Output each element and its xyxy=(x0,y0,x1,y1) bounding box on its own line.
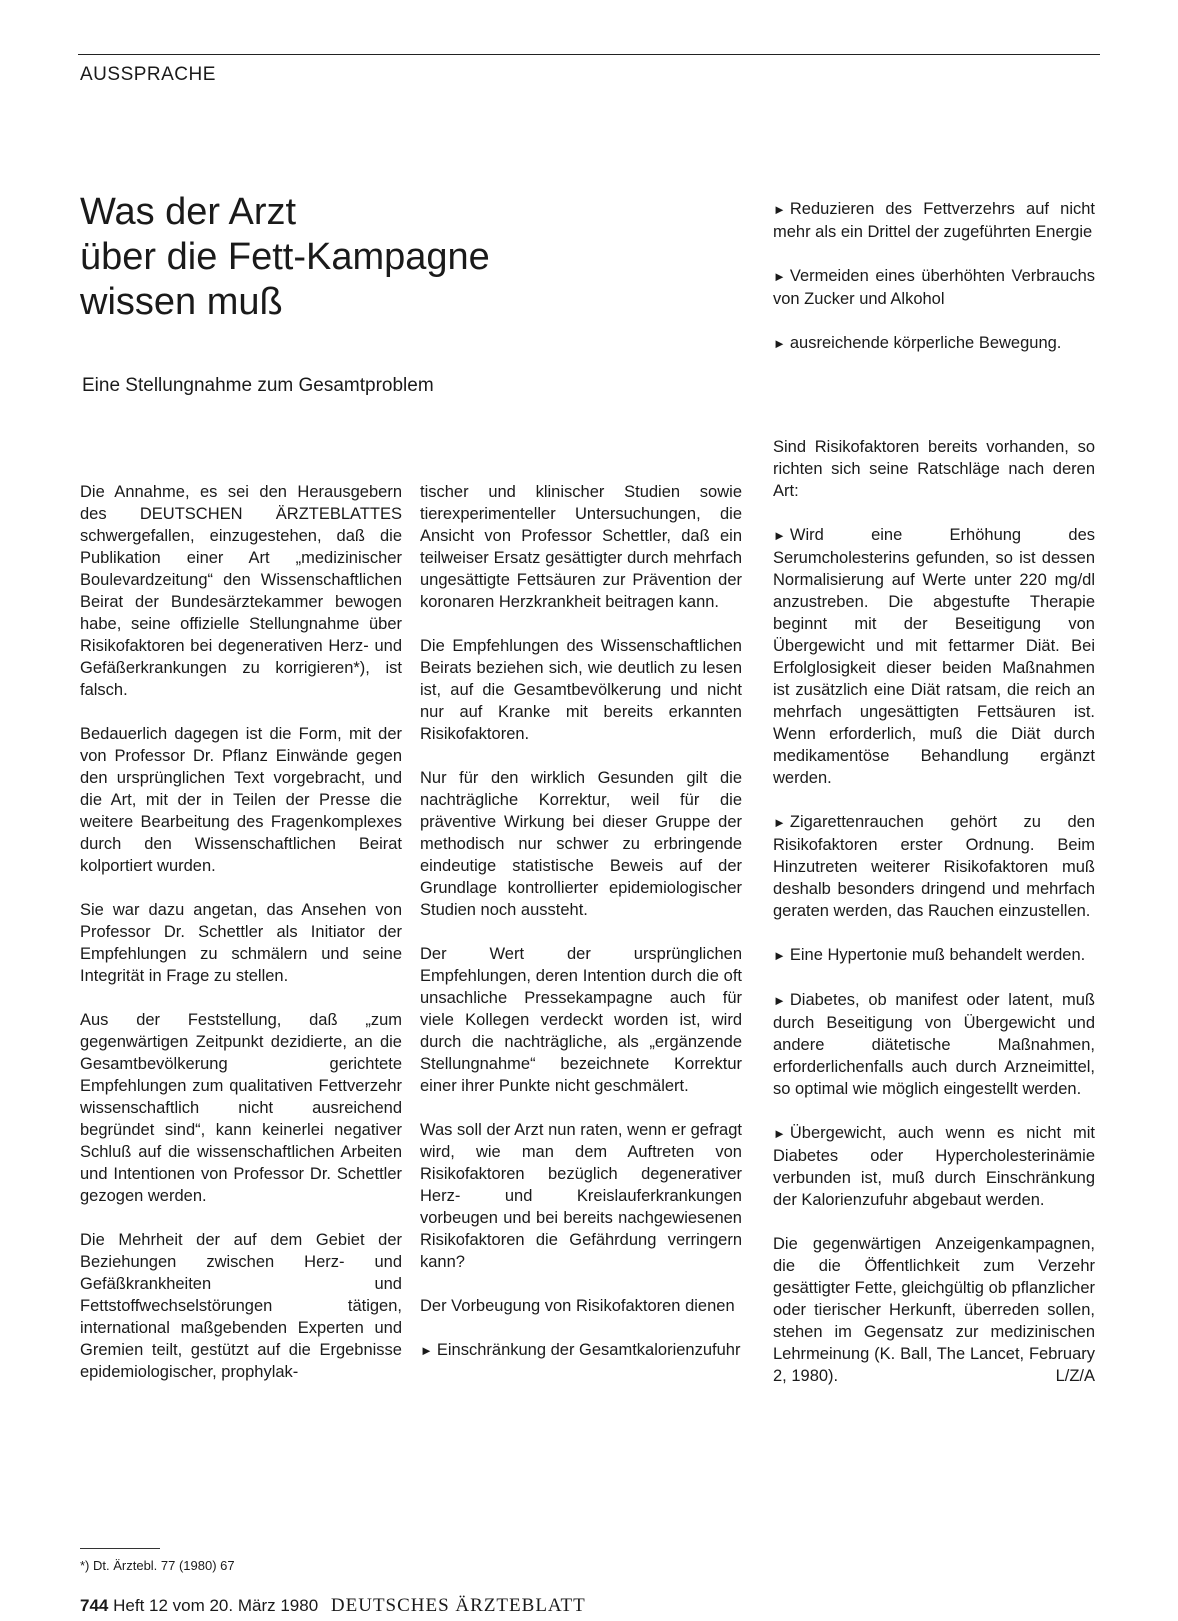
bullet-item: ► Eine Hypertonie muß behandelt werden. xyxy=(773,946,1086,964)
paragraph: Aus der Feststellung, daß „zum gegenwärtigen Zeitpunkt dezidierte, an die Gesamtbevölkerung gerichtete Empfehlungen zum qualitativen Fettverzehr wissenschaftlich nicht ausreichend begründet sind“, kann keinerlei negativer Schluß auf die wissenschaftlichen Arbeiten und Intentionen von Professor Dr. Schettler gezogen werden. xyxy=(80,1011,402,1205)
bullet-item: ► ausreichende körperliche Bewegung. xyxy=(773,334,1062,352)
text-column-1 xyxy=(80,481,402,1405)
bullet-item: ► Wird eine Erhöhung des Serumcholesterins gefunden, so ist dessen Normalisierung auf Werte unter 220 mg/dl anzustreben. Die abgestufte Therapie beginnt mit der Beseitigung von Übergewicht und mit fettarmer Diät. Bei Erfolglosigkeit dieser beiden Maßnahmen ist zusätzlich eine Diät ratsam, die reich an mehrfach ungesättigten Fettsäuren ist. Wenn erforderlich, muß die Diät durch medikamentöse Behandlung ergänzt werden. xyxy=(773,526,1095,787)
arrow-icon: ► xyxy=(773,336,786,351)
bullet-item: ► Einschränkung der Gesamtkalorienzufuhr xyxy=(420,1341,741,1359)
page-number: 744 xyxy=(80,1596,109,1615)
article-title xyxy=(80,190,490,325)
title-line: Was der Arzt xyxy=(80,191,297,233)
issue-info: Heft 12 vom 20. März 1980 xyxy=(113,1596,319,1615)
bullet-item: ► Reduzieren des Fettverzehrs auf nicht mehr als ein Drittel der zugeführten Energie xyxy=(773,200,1095,241)
paragraph: Der Vorbeugung von Risikofaktoren dienen xyxy=(420,1297,735,1315)
paragraph: Sie war dazu angetan, das Ansehen von Professor Dr. Schettler als Initiator der Empfehlungen zu schmälern und seine Integrität in Frage zu stellen. xyxy=(80,901,402,985)
paragraph: tischer und klinischer Studien sowie tierexperimenteller Untersuchungen, die Ansicht von Professor Schettler, daß ein teilweiser Ersatz gesättigter durch mehrfach ungesättigte Fettsäuren zur Prävention der koronaren Herzkrankheit beitragen kann. xyxy=(420,483,742,611)
arrow-icon: ► xyxy=(773,528,786,543)
paragraph: Bedauerlich dagegen ist die Form, mit der von Professor Dr. Pflanz Einwände gegen den ursprünglichen Text vorgebracht, und die Art, mit der in Teilen der Presse die weitere Bearbeitung des Fragenkomplexes durch den Wissenschaftlichen Beirat kolportiert wurden. xyxy=(80,725,402,875)
text-column-2 xyxy=(420,481,742,1384)
arrow-icon: ► xyxy=(773,202,786,217)
paragraph: Die Mehrheit der auf dem Gebiet der Beziehungen zwischen Herz- und Gefäßkrankheiten und Fettstoffwechselstörungen tätigen, international maßgebenden Experten und Gremien teilt, gestützt auf die Ergebnisse epidemiologischer, prophylak- xyxy=(80,1231,402,1381)
title-line: wissen muß xyxy=(80,281,283,323)
paragraph: Die gegenwärtigen Anzeigenkampagnen, die die Öffentlichkeit zum Verzehr gesättigter Fette, gleichgültig ob pflanzlicher oder tierischer Herkunft, überreden sollen, stehen im Gegensatz zur medizinischen Lehrmeinung (K. Ball, The Lancet, February 2, 1980). L/Z/A xyxy=(773,1235,1095,1385)
text-column-3 xyxy=(773,436,1095,1409)
section-label: AUSSPRACHE xyxy=(80,64,216,85)
paragraph: Was soll der Arzt nun raten, wenn er gefragt wird, wie man dem Auftreten von Risikofaktoren bezüglich degenerativer Herz- und Kreislauferkrankungen vorbeugen und bei bereits nachgewiesenen Risikofaktoren die Gefährdung verringern kann? xyxy=(420,1121,742,1271)
footnote: *) Dt. Ärztebl. 77 (1980) 67 xyxy=(80,1558,235,1573)
arrow-icon: ► xyxy=(420,1343,433,1358)
paragraph: Sind Risikofaktoren bereits vorhanden, so richten sich seine Ratschläge nach deren Art: xyxy=(773,438,1095,500)
paragraph: Nur für den wirklich Gesunden gilt die nachträgliche Korrektur, weil für die präventive Wirkung bei dieser Gruppe der methodisch nur schwer zu erbringende eindeutige statistische Beweis auf der Grundlage kontrollierter epidemiologischer Studien noch aussteht. xyxy=(420,769,742,919)
article-subtitle: Eine Stellungnahme zum Gesamtproblem xyxy=(82,375,434,396)
recommendation-list xyxy=(773,198,1095,377)
bullet-item: ► Diabetes, ob manifest oder latent, muß durch Beseitigung von Übergewicht und andere diätetische Maßnahmen, erforderlichenfalls auch durch Arzneimittel, so optimal wie möglich eingestellt werden. xyxy=(773,991,1095,1098)
journal-name: DEUTSCHES ÄRZTEBLATT xyxy=(330,1595,586,1616)
author-signature: L/Z/A xyxy=(1055,1367,1095,1385)
paragraph: Die Annahme, es sei den Herausgebern des DEUTSCHEN ÄRZTEBLATTES schwergefallen, einzugestehen, daß die Publikation einer Art „medizinischer Boulevardzeitung“ den Wissenschaftlichen Beirat der Bundesärztekammer bewogen habe, seine offizielle Stellungnahme über Risikofaktoren bei degenerativen Herz- und Gefäßerkrankungen zu korrigieren*), ist falsch. xyxy=(80,483,402,699)
arrow-icon: ► xyxy=(773,269,786,284)
arrow-icon: ► xyxy=(773,948,786,963)
bullet-item: ► Zigarettenrauchen gehört zu den Risikofaktoren erster Ordnung. Beim Hinzutreten weiterer Risikofaktoren muß deshalb besonders dringend und mehrfach geraten werden, das Rauchen einzustellen. xyxy=(773,813,1095,920)
title-line: über die Fett-Kampagne xyxy=(80,236,490,278)
paragraph: Der Wert der ursprünglichen Empfehlungen, deren Intention durch die oft unsachliche Pressekampagne auch für viele Kollegen verdeckt worden ist, wird durch die nachträgliche, als „ergänzende Stellungnahme“ bezeichnete Korrektur einer ihrer Punkte nicht geschmälert. xyxy=(420,945,742,1095)
arrow-icon: ► xyxy=(773,993,786,1008)
bullet-item: ► Vermeiden eines überhöhten Verbrauchs von Zucker und Alkohol xyxy=(773,267,1095,308)
paragraph: Die Empfehlungen des Wissenschaftlichen Beirats beziehen sich, wie deutlich zu lesen ist, auf die Gesamtbevölkerung und nicht nur auf Kranke mit bereits erkannten Risikofaktoren. xyxy=(420,637,742,743)
arrow-icon: ► xyxy=(773,815,786,830)
bullet-item: ► Übergewicht, auch wenn es nicht mit Diabetes oder Hypercholesterinämie verbunden ist, muß durch Einschränkung der Kalorienzufuhr abgebaut werden. xyxy=(773,1124,1095,1209)
page-footer xyxy=(80,1595,586,1617)
footnote-rule xyxy=(80,1548,160,1549)
arrow-icon: ► xyxy=(773,1126,786,1141)
header-rule xyxy=(78,54,1100,55)
